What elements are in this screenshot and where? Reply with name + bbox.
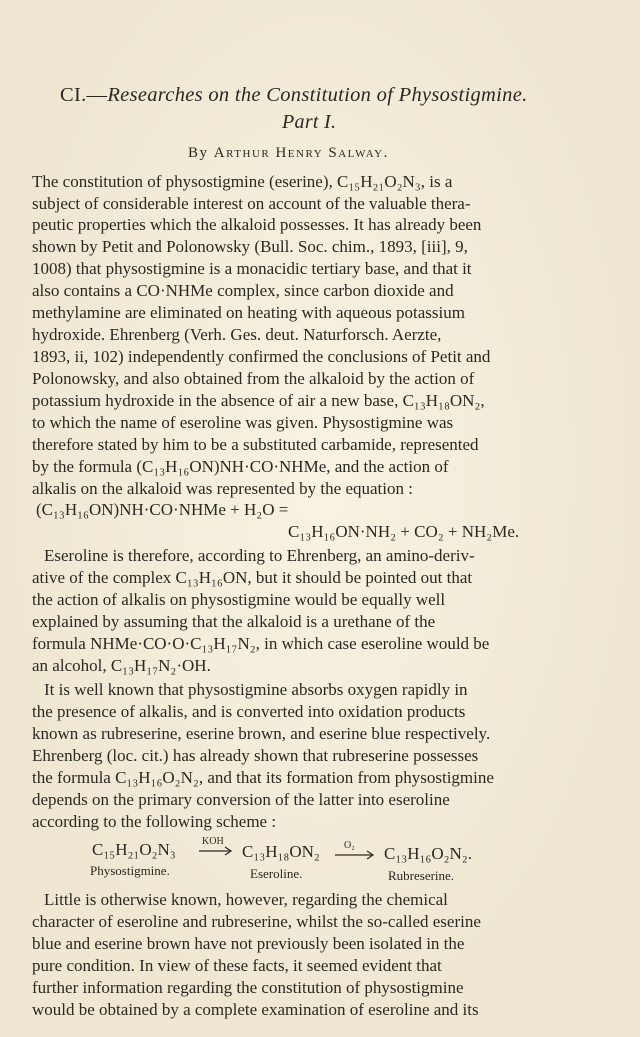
p1-line-2: subject of considerable interest on account of the valuable thera-	[32, 194, 471, 213]
p4-line-5: further information regarding the constitution of physostigmine	[32, 978, 464, 997]
p2-line-3: the action of alkalis on physostigmine would be equally well	[32, 590, 446, 609]
scheme-reagent-1: KOH	[202, 836, 224, 847]
title-dash: —	[86, 84, 108, 106]
p3-line-2: the presence of alkalis, and is converted into oxidation products	[32, 702, 466, 721]
p4-line-2: character of eseroline and rubreserine, whilst the so-called eserine	[32, 912, 481, 931]
p3-line-7: according to the following scheme :	[32, 812, 277, 831]
p1-line-15: alkalis on the alkaloid was represented by the equation :	[32, 479, 413, 498]
p1-line-4: shown by Petit and Polonowsky (Bull. Soc. chim., 1893, [iii], 9,	[32, 237, 468, 256]
p1-line-8: hydroxide. Ehrenberg (Verh. Ges. deut. Naturforsch. Aerzte,	[32, 325, 442, 344]
p3-line-1: It is well known that physostigmine absorbs oxygen rapidly in	[44, 680, 468, 699]
p1-line-13: therefore stated by him to be a substituted carbamide, represented	[32, 435, 479, 454]
p4-line-4: pure condition. In view of these facts, it seemed evident that	[32, 956, 442, 975]
p1-line-11: potassium hydroxide in the absence of air a new base, C₁₃H₁₈ON₂,	[32, 391, 485, 410]
equation-left: (C₁₃H₁₆ON)NH·CO·NHMe + H₂O =	[36, 500, 289, 519]
p3-line-6: depends on the primary conversion of the latter into eseroline	[32, 790, 450, 809]
p4-line-3: blue and eserine brown have not previously been isolated in the	[32, 934, 465, 953]
scheme-compound-2-name: Eseroline.	[250, 866, 303, 881]
scheme-compound-3: C₁₃H₁₆O₂N₂.	[384, 844, 472, 863]
scheme-compound-1-name: Physostigmine.	[90, 863, 170, 878]
scheme-compound-3-name: Rubreserine.	[388, 868, 455, 883]
scheme-compound-2: C₁₃H₁₈ON₂	[242, 842, 320, 861]
p3-line-4: Ehrenberg (loc. cit.) has already shown that rubreserine possesses	[32, 746, 479, 765]
p3-line-3: known as rubreserine, eserine brown, and eserine blue respectively.	[32, 724, 491, 743]
p1-line-10: Polonowsky, and also obtained from the alkaloid by the action of	[32, 369, 475, 388]
p2-line-2: ative of the complex C₁₃H₁₆ON, but it should be pointed out that	[32, 568, 473, 587]
author-line	[188, 145, 389, 162]
p2-line-5: formula NHMe·CO·O·C₁₃H₁₇N₂, in which case eseroline would be	[32, 634, 490, 653]
p1-line-1: The constitution of physostigmine (eserine), C₁₅H₂₁O₂N₃, is a	[32, 172, 453, 191]
p1-line-5: 1008) that physostigmine is a monacidic tertiary base, and that it	[32, 259, 472, 278]
p2-line-6: an alcohol, C₁₃H₁₇N₂·OH.	[32, 656, 211, 675]
article-number: CI.	[60, 84, 87, 106]
title-text: Researches on the Constitution of Physostigmine.	[107, 84, 528, 106]
arrow-right-icon	[198, 846, 234, 856]
p1-line-6: also contains a CO·NHMe complex, since carbon dioxide and	[32, 281, 454, 300]
author-by: By	[188, 145, 209, 161]
p1-line-3: peutic properties which the alkaloid possesses. It has already been	[32, 215, 482, 234]
p3-line-5: the formula C₁₃H₁₆O₂N₂, and that its formation from physostigmine	[32, 768, 494, 787]
p2-line-1: Eseroline is therefore, according to Ehrenberg, an amino-deriv-	[44, 546, 475, 565]
p4-line-6: would be obtained by a complete examination of eseroline and its	[32, 1000, 479, 1019]
equation-right: C₁₃H₁₆ON·NH₂ + CO₂ + NH₂Me.	[288, 522, 520, 541]
p2-line-4: explained by assuming that the alkaloid is a urethane of the	[32, 612, 436, 631]
article-title	[60, 84, 528, 107]
scheme-reagent-2: O₂	[344, 840, 355, 851]
p4-line-1: Little is otherwise known, however, regarding the chemical	[44, 890, 448, 909]
p1-line-12: to which the name of eseroline was given. Physostigmine was	[32, 413, 454, 432]
article-part: Part I.	[282, 111, 337, 133]
arrow-right-icon	[334, 850, 376, 860]
p1-line-7: methylamine are eliminated on heating with aqueous potassium	[32, 303, 465, 322]
p1-line-9: 1893, ii, 102) independently confirmed the conclusions of Petit and	[32, 347, 491, 366]
author-name: Arthur Henry Salway.	[213, 145, 389, 161]
scheme-compound-1: C₁₅H₂₁O₂N₃	[92, 840, 176, 859]
p1-line-14: by the formula (C₁₃H₁₆ON)NH·CO·NHMe, and the action of	[32, 457, 449, 476]
